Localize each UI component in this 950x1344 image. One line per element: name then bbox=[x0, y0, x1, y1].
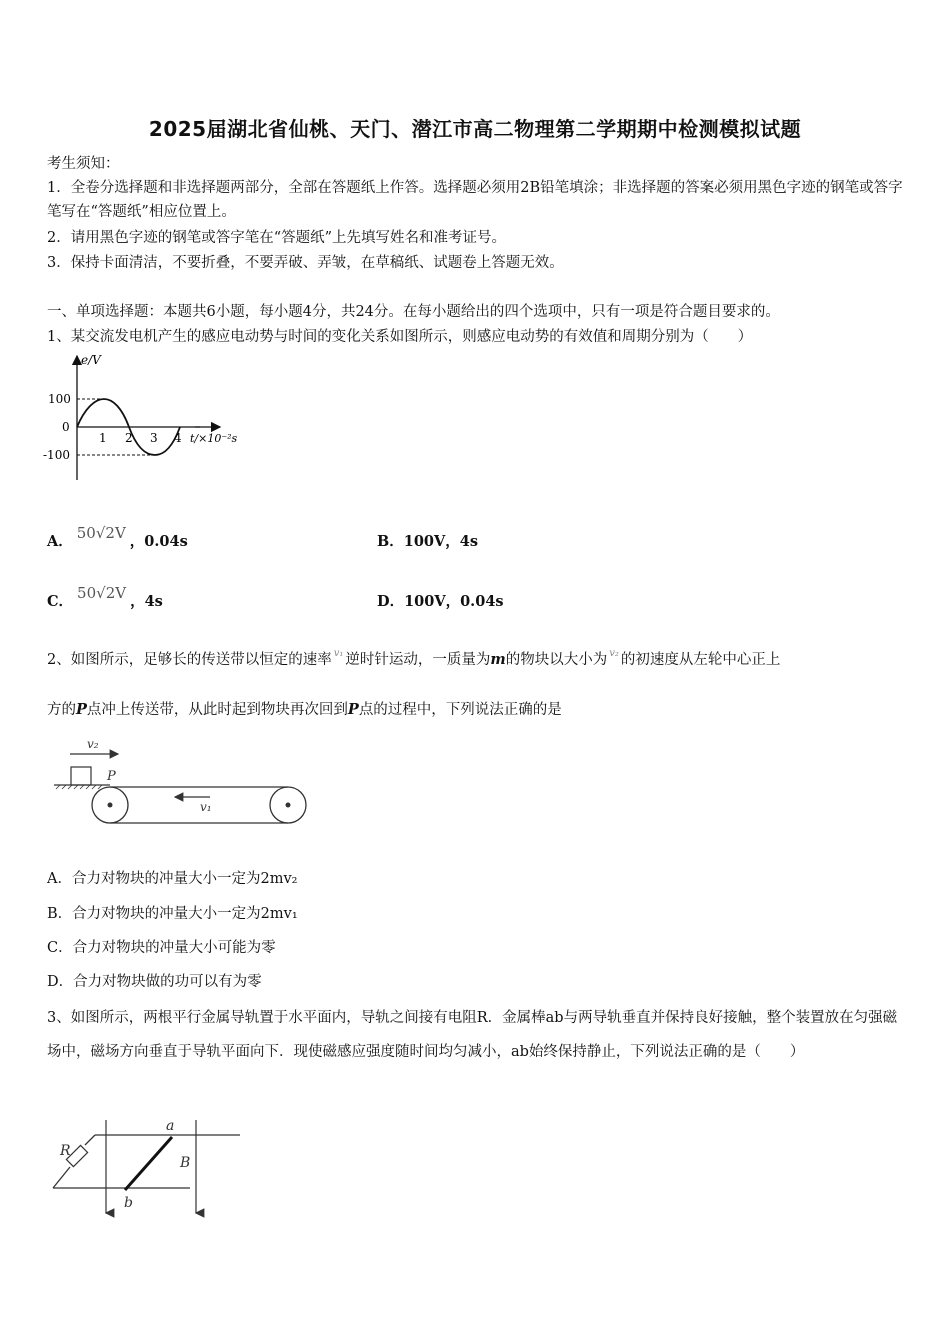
q1-stem: 1、某交流发电机产生的感应电动势与时间的变化关系如图所示，则感应电动势的有效值和周期分别为（ ） bbox=[47, 329, 753, 345]
y-tick-neg100: -100 bbox=[43, 448, 70, 462]
q2-p-label: P bbox=[107, 769, 116, 784]
q3-stem: 3、如图所示，两根平行金属导轨置于水平面内，导轨之间接有电阻R．金属棒ab与两导轨垂直并保持良好接触，整个装置放在匀强磁场中，磁场方向垂直于导轨平面向下．现使磁感应强度随时间均匀减小，ab始终保持静止，下列说法正确的是（ ） bbox=[47, 1010, 898, 1060]
notice-item-1: 1．全卷分选择题和非选择题两部分，全部在答题纸上作答。选择题必须用2B铅笔填涂；非选择题的答案必须用黑色字迹的钢笔或答字笔写在“答题纸”相应位置上。 bbox=[47, 180, 903, 220]
q2-mass-symbol: m bbox=[490, 651, 506, 668]
q1-option-a-math: 50√2V bbox=[76, 524, 126, 542]
q1-option-a-label: A． bbox=[47, 533, 73, 550]
y-tick-100: 100 bbox=[48, 392, 71, 406]
notice-heading: 考生须知： bbox=[47, 156, 120, 172]
q3-r-label: R bbox=[60, 1143, 71, 1159]
q1-option-d[interactable]: D．100V，0.04s bbox=[377, 593, 504, 610]
q2-stem-part4: 的初速度从左轮中心正上 bbox=[620, 652, 781, 668]
q2-stem-part2: 逆时针运动，一质量为 bbox=[345, 652, 491, 668]
q2-stem-line1 bbox=[47, 648, 780, 669]
y-tick-0: 0 bbox=[62, 420, 70, 434]
q2-option-c[interactable]: C．合力对物块的冲量大小可能为零 bbox=[47, 940, 276, 956]
q3-a-label: a bbox=[166, 1118, 175, 1134]
q1-option-c-label: C． bbox=[47, 593, 74, 610]
q2-v2-symbol: v₂ bbox=[609, 648, 619, 659]
q3-field-label: B bbox=[180, 1155, 191, 1171]
q1-option-c-rest: ，4s bbox=[130, 593, 163, 610]
q2-point-p: P bbox=[76, 701, 87, 718]
q2-stem-line2-b: 点冲上传送带，从此时起到物块再次回到 bbox=[86, 702, 348, 718]
q2-stem-part1: 2、如图所示，足够长的传送带以恒定的速率 bbox=[47, 652, 332, 668]
q3-b-label: b bbox=[124, 1195, 133, 1211]
q2-v1-label: v₁ bbox=[200, 800, 212, 814]
x-tick-3: 3 bbox=[150, 431, 158, 445]
q2-option-a[interactable]: A．合力对物块的冲量大小一定为2mv₂ bbox=[47, 871, 298, 887]
q2-v1-symbol: v₁ bbox=[333, 648, 344, 659]
q2-v2-label: v₂ bbox=[87, 737, 99, 751]
x-tick-1: 1 bbox=[99, 431, 107, 445]
notice-item-2: 2．请用黑色字迹的钢笔或答字笔在“答题纸”上先填写姓名和准考证号。 bbox=[47, 230, 507, 246]
notice-item-3: 3．保持卡面清洁，不要折叠，不要弄破、弄皱，在草稿纸、试题卷上答题无效。 bbox=[47, 255, 564, 271]
q1-option-c[interactable] bbox=[47, 584, 163, 611]
q2-conveyor-figure bbox=[50, 735, 320, 835]
y-axis-label: e/V bbox=[81, 353, 101, 367]
x-axis-label: t/×10⁻²s bbox=[190, 432, 238, 445]
q1-emf-graph bbox=[40, 350, 270, 485]
q3-rod-ab bbox=[125, 1137, 172, 1190]
q1-option-b[interactable]: B．100V，4s bbox=[377, 533, 479, 550]
q2-point-p2: P bbox=[347, 701, 359, 718]
q3-rails-figure bbox=[50, 1115, 250, 1220]
q2-block bbox=[71, 767, 91, 785]
page-title: 2025届湖北省仙桃、天门、潜江市高二物理第二学期期中检测模拟试题 bbox=[148, 117, 802, 141]
q1-option-c-math: 50√2V bbox=[77, 584, 127, 602]
x-tick-2: 2 bbox=[125, 431, 133, 445]
q1-option-a-rest: ，0.04s bbox=[129, 533, 188, 550]
q2-stem-part3: 的物块以大小为 bbox=[505, 652, 608, 668]
q2-stem-line2 bbox=[47, 698, 562, 719]
x-tick-4: 4 bbox=[174, 431, 182, 445]
q2-option-d[interactable]: D．合力对物块做的功可以有为零 bbox=[47, 974, 262, 990]
q2-option-b[interactable]: B．合力对物块的冲量大小一定为2mv₁ bbox=[47, 906, 298, 922]
q1-option-a[interactable] bbox=[47, 524, 188, 551]
section-heading: 一、单项选择题：本题共6小题，每小题4分，共24分。在每小题给出的四个选项中，只有一项是符合题目要求的。 bbox=[47, 304, 780, 320]
q2-stem-line2-c: 点的过程中，下列说法正确的是 bbox=[358, 702, 562, 718]
q2-stem-line2-a: 方的 bbox=[47, 702, 76, 718]
